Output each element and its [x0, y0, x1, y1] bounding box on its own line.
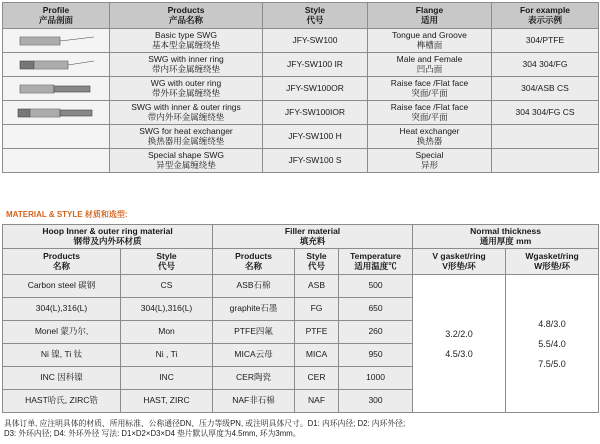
table-row — [3, 53, 599, 77]
v-gasket-values: 3.2/2.0 4.5/3.0 — [413, 275, 506, 413]
example: 304 304/FG CS — [492, 101, 599, 125]
filler-style: CER — [295, 367, 339, 390]
subheader-w-gasket: Wgasket/ring W形垫/环 — [506, 249, 599, 275]
table-row — [3, 101, 599, 125]
style-code: JFY-SW100 IR — [263, 53, 368, 77]
hoop-style: Mon — [121, 321, 213, 344]
profile-heat-exchanger-image — [3, 125, 110, 149]
order-note-line-2: D3: 外环内径; D4: 外环外径 写法: D1×D2×D3×D4 垫片默认厚度为4.5mm, 环为3mm。 — [4, 429, 301, 438]
header-style: Style 代号 — [263, 3, 368, 29]
example — [492, 149, 599, 173]
product-table — [2, 2, 599, 173]
flange-type: Male and Female 凹凸面 — [368, 53, 492, 77]
table-row — [3, 149, 599, 173]
style-code: JFY-SW100OR — [263, 77, 368, 101]
table-row — [3, 77, 599, 101]
hoop-style: Ni , Ti — [121, 344, 213, 367]
hoop-style: CS — [121, 275, 213, 298]
profile-outer-ring-image — [3, 77, 110, 101]
filler-style: PTFE — [295, 321, 339, 344]
filler-material: graphite石墨 — [213, 298, 295, 321]
temperature: 1000 — [339, 367, 413, 390]
temperature: 260 — [339, 321, 413, 344]
subheader-products: Products 名称 — [3, 249, 121, 275]
filler-material: ASB石棉 — [213, 275, 295, 298]
flange-type: Tongue and Groove 榫槽面 — [368, 29, 492, 53]
filler-style: ASB — [295, 275, 339, 298]
temperature: 500 — [339, 275, 413, 298]
order-note — [4, 419, 598, 439]
order-note-line-1: 具体订单, 应注明具体的材质、所用标准、公称通径DN、压力等级PN, 或注明具体尺寸。D1: 内环内径; D2: 内环外径; — [4, 419, 406, 428]
section-title: MATERIAL & STYLE 材质和选型: — [6, 210, 128, 219]
header-products: Products 产品名称 — [110, 3, 263, 29]
hoop-material: Carbon steel 碳钢 — [3, 275, 121, 298]
product-name: WG with outer ring 带外环金属缠绕垫 — [110, 77, 263, 101]
header-profile: Profile 产品剖面 — [3, 3, 110, 29]
table-row — [3, 275, 599, 298]
example: 304 304/FG — [492, 53, 599, 77]
filler-material: PTFE四氟 — [213, 321, 295, 344]
style-code: JFY-SW100IOR — [263, 101, 368, 125]
product-table-header — [3, 3, 599, 29]
material-table — [2, 224, 599, 413]
hoop-style: 304(L),316(L) — [121, 298, 213, 321]
subheader-temperature: Temperature 适用温度℃ — [339, 249, 413, 275]
example — [492, 125, 599, 149]
hoop-material: 304(L),316(L) — [3, 298, 121, 321]
subheader-style: Style 代号 — [121, 249, 213, 275]
profile-inner-outer-ring-image — [3, 101, 110, 125]
style-code: JFY-SW100 S — [263, 149, 368, 173]
product-name: Special shape SWG 异型金属缠绕垫 — [110, 149, 263, 173]
filler-style: MICA — [295, 344, 339, 367]
example: 304/ASB CS — [492, 77, 599, 101]
hoop-material: Ni 镍, Ti 钛 — [3, 344, 121, 367]
flange-type: Raise face /Flat face 突面/平面 — [368, 101, 492, 125]
material-sub-header — [3, 249, 599, 275]
hoop-material: Monel 蒙乃尔, — [3, 321, 121, 344]
flange-type: Heat exchanger 换热器 — [368, 125, 492, 149]
header-example: For example 表示示例 — [492, 3, 599, 29]
filler-style: NAF — [295, 390, 339, 413]
header-flange: Flange 适用 — [368, 3, 492, 29]
hoop-material: INC 因科镍 — [3, 367, 121, 390]
filler-style: FG — [295, 298, 339, 321]
filler-material: CER陶瓷 — [213, 367, 295, 390]
temperature: 650 — [339, 298, 413, 321]
filler-material: MICA云母 — [213, 344, 295, 367]
table-row — [3, 29, 599, 53]
w-gasket-values: 4.8/3.0 5.5/4.0 7.5/5.0 — [506, 275, 599, 413]
profile-inner-ring-image — [3, 53, 110, 77]
flange-type: Special 异形 — [368, 149, 492, 173]
hoop-material: HAST哈氏, ZIRC锆 — [3, 390, 121, 413]
product-name: SWG for heat exchanger 换热器用金属缠绕垫 — [110, 125, 263, 149]
temperature: 300 — [339, 390, 413, 413]
product-name: Basic type SWG 基本型金属缠绕垫 — [110, 29, 263, 53]
profile-special-image — [3, 149, 110, 173]
profile-basic-image — [3, 29, 110, 53]
header-filler-material: Filler material 填充料 — [213, 225, 413, 249]
hoop-style: INC — [121, 367, 213, 390]
subheader-v-gasket: V gasket/ring V形垫/环 — [413, 249, 506, 275]
product-name: SWG with inner ring 带内环金属缠绕垫 — [110, 53, 263, 77]
style-code: JFY-SW100 — [263, 29, 368, 53]
header-normal-thickness: Normal thickness 通用厚度 mm — [413, 225, 599, 249]
subheader-filler-style: Style 代号 — [295, 249, 339, 275]
temperature: 950 — [339, 344, 413, 367]
flange-type: Raise face /Flat face 突面/平面 — [368, 77, 492, 101]
subheader-filler-products: Products 名称 — [213, 249, 295, 275]
header-hoop-material: Hoop Inner & outer ring material 钢带及内外环材质 — [3, 225, 213, 249]
hoop-style: HAST, ZIRC — [121, 390, 213, 413]
table-row — [3, 125, 599, 149]
product-name: SWG with inner & outer rings 带内外环金属缠绕垫 — [110, 101, 263, 125]
filler-material: NAF非石棉 — [213, 390, 295, 413]
style-code: JFY-SW100 H — [263, 125, 368, 149]
example: 304/PTFE — [492, 29, 599, 53]
material-group-header — [3, 225, 599, 249]
